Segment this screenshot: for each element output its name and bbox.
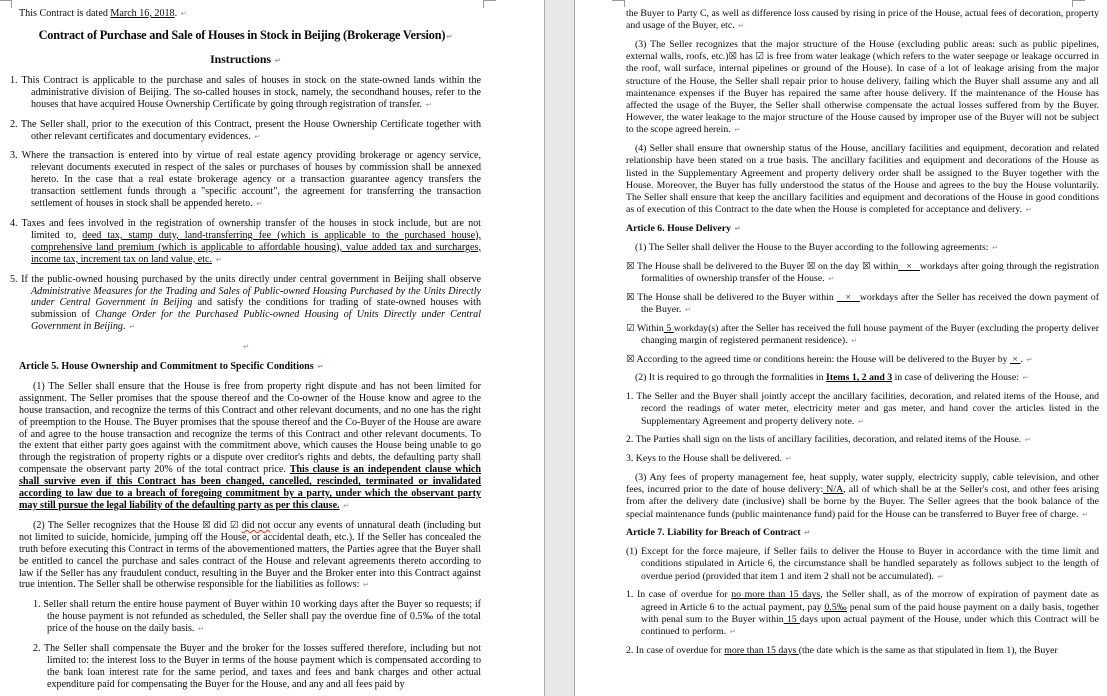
instructions-heading (10, 53, 481, 67)
document-page-left[interactable] (0, 0, 544, 696)
text-run: Instructions (210, 51, 272, 66)
overdue-item-2 (626, 645, 1099, 657)
text-run: Items 1, 2 and 3 (826, 372, 893, 384)
text-run: within (870, 260, 899, 272)
blank-field: × (1009, 353, 1021, 365)
filled-blank-field: 15 (783, 613, 800, 625)
text-run: . (174, 8, 180, 19)
filled-blank-field: 5 (663, 322, 674, 334)
text-run: , all of which shall be at the Seller's cost, and other fees arising from after the delivery date (inclusive) shall be borne by the Buyer. The Seller agrees that the book balance of the special maintenance funds (public maintenance fund) paid for the House can be transferred to Buyer free of charge. (626, 484, 1099, 520)
text-run: (3) The Seller recognizes that the major structure of the House (excluding public areas: such as public pipelines, external walls, roofs, etc.) (626, 39, 1099, 63)
margin-corner-mark (0, 0, 12, 8)
overdue-item-1 (626, 589, 1099, 638)
paragraph-mark: ↵ (317, 362, 324, 372)
text-run (212, 254, 215, 265)
text-run: (the date which is the same as that stipulated in Item 1), the Buyer (798, 644, 1058, 656)
text-run: days upon actual payment of the House, under which this Contract will be continued to perform. (641, 613, 1099, 638)
contract-date: March 16, 2018 (110, 8, 175, 19)
text-run: 4. Taxes and fees involved in the registration of ownership transfer of the houses in stock include, but are not limited to, (10, 217, 481, 241)
text-run: on the day (815, 260, 862, 272)
text-run: the Buyer to Party C, as well as difference loss caused by rising in price of the House, actual fees of decoration, property and usage of the Buyer, etc. (626, 8, 1099, 32)
text-run: Contract of Purchase and Sale of Houses in Stock in Beijing (Brokerage Version) (38, 27, 446, 42)
text-run: 3. Where the transaction is entered into by virtue of real estate agency providing brokerage or agency service, relevant documents executed in respect of the sales or purchases of houses by commission shall be annexed hereto. In the case that a real estate brokerage agency or a transaction guarantee agency transfers the transaction settlement funds through a "specific account", the agreement for transferring the transaction settlement of houses in stock shall be appended hereto. (10, 150, 481, 210)
text-run: 2. The Seller shall compensate the Buyer and the broker for the losses suffered therefore, including but not limited to: the interest loss to the Buyer in terms of the house payment which is compensated according to the bank loan interest rate for the same period, and taxes and fees and bank charges and other actual expenditure paid for compensating the Buyer for the House, and any and all fees paid by (33, 643, 481, 690)
document-page-right[interactable] (575, 0, 1107, 696)
text-run: 5. If the public-owned housing purchased by the units directly under central government in Beijing shall observe (10, 273, 481, 285)
text-run: Change Order for the Purchased Public-owned Housing of Units Directly under Central Government in Beijing (31, 309, 482, 333)
text-run: 1. This Contract is applicable to the purchase and sales of houses in stock on the state-owned lands within the administrative division of Beijing. The so-called houses in stock, namely, the secondhand houses, refer to the houses that have acquired House Ownership Certificate by going through registration of transfer. (10, 74, 481, 110)
blank-field: × (898, 260, 921, 272)
text-run: 2. In case of overdue for (626, 644, 725, 656)
article-7-heading (626, 527, 1099, 539)
text-run: Article 7. Liability for Breach of Contract (626, 527, 804, 539)
instruction-item-5 (10, 274, 481, 334)
instruction-item-2 (10, 119, 481, 143)
text-run: is free from water leakage (which refers to the water seepage or leakage occurred in the roof, wall surface, internal pipelines or ground of the House). In case of a lot of leakage arising from the major structure of the House, the Seller shall repair prior to house delivery, failing which the Buyer shall assume any and all maintenance expenses if the Buyer has repaired the same after house delivery. If the maintenance of the House has affected the usage of the Buyer, the Seller shall otherwise compensate the actual losses suffered from by the Buyer. However, the water leakage to the major structure of the House caused by improper use of the Buyer will not be subject to the scope agreed herein. (626, 51, 1099, 136)
text-run: workdays after the Seller has received the down payment of the Buyer. (641, 291, 1099, 315)
paragraph-mark: ↵ (446, 31, 453, 41)
paragraph-mark: ↵ (254, 131, 261, 141)
text-run: 3. Keys to the House shall be delivered. (626, 453, 785, 465)
page-right-text-column (626, 8, 1099, 664)
text-run: This clause is an independent clause which shall survive even if this Contract has been changed, cancelled, rescinded, terminated or invalidated according to law due to a breach of foregoing commitment by a party, under which the observant party may still pursue the legal liability of the defaulting party as per this clause. (19, 464, 481, 511)
text-run: (2) It is required to go through the formalities in (635, 372, 826, 384)
paragraph-mark: ↵ (937, 571, 944, 581)
paragraph-mark: ↵ (272, 55, 281, 65)
text-run: penal sum of the paid house payment on a daily basis, together with penal sum to the Buyer within (641, 601, 1100, 625)
liability-item-2-continuation (626, 8, 1099, 32)
text-run: Administrative Measures for the Trading and Sales of Public-owned Housing Purchased by the Units Directly under Central Government in Beijing (31, 285, 481, 309)
paragraph-mark: ↵ (425, 99, 432, 109)
article-5-para-2 (19, 520, 481, 591)
text-run (340, 500, 343, 511)
article-6-para-3 (626, 472, 1099, 521)
paragraph-mark: ↵ (1024, 435, 1031, 445)
paragraph-mark: ↵ (215, 254, 222, 264)
text-run: (3) Any fees of property management fee, heat supply, water supply, electricity supply, cable television, and other fees, incurred prior to the date of house delivery: (626, 472, 1099, 496)
text-run: and satisfy the conditions for trading of state-owned houses with submission of (31, 297, 481, 321)
paragraph-mark: ↵ (851, 335, 858, 345)
article-5-para-3 (626, 39, 1099, 137)
margin-corner-mark (1072, 0, 1085, 7)
blank-field: × (836, 291, 860, 303)
checkbox-crossed-icon: ☒ (861, 260, 871, 272)
paragraph-mark: ↵ (242, 342, 250, 352)
delivery-option-3 (626, 323, 1099, 347)
text-run: in case of delivering the House: (892, 372, 1022, 384)
text-run: has (737, 51, 756, 63)
checkbox-crossed-icon: ☒ (626, 260, 635, 272)
paragraph-mark: ↵ (343, 501, 350, 510)
paragraph-mark: ↵ (180, 9, 187, 18)
text-run: (1) The Seller shall deliver the House to the Buyer according to the following agreements: (635, 241, 991, 253)
text-run: (2) The Seller recognizes that the House (33, 519, 203, 531)
delivery-option-2 (626, 292, 1099, 316)
liability-item-2 (33, 643, 481, 691)
text-run: deed tax, stamp duty, land-transferring fee (which is applicable to the purchased house), comprehensive land premium (which is applicable to affordable housing), value added tax and surcharges, income tax, increment tax on land value, etc. (31, 229, 481, 265)
article-5-para-4 (626, 143, 1099, 216)
paragraph-mark: ↵ (1022, 373, 1029, 383)
text-run: workdays after going through the registration formalities of ownership transfer of the House. (641, 260, 1099, 284)
text-run: 1. The Seller and the Buyer shall jointly accept the ancillary facilities, decoration, and related items of the House, and record the readings of water meter, electricity meter and gas meter, and hand cover the articles listed in the Supplementary Agreement and property delivery note. (626, 391, 1099, 427)
text-run: The House shall be delivered to the Buyer (634, 260, 807, 272)
text-run: occur any events of unnatural death (including but not limited to suicide, homicide, jumping off the House, or accidental death, etc.). If the Seller has concealed the truth before executing this Contract in terms of the abovementioned matters, the Parties agree that the Buyer shall be entitled to cancel the purchase and sales contract of the House and relevant agreements thereto according to law if the Seller has any fraudulent conduct, resulting in the Buyer and the Broker enter into this Contract against true intention. The Seller shall be otherwise responsible for the liabilities as follows: (19, 519, 482, 591)
paragraph-mark: ↵ (362, 580, 370, 590)
article-6-para-1 (626, 242, 1099, 254)
article-5-para-1 (19, 381, 481, 512)
text-run: 0.5‰ (824, 601, 847, 613)
text-run: more than 15 days (724, 644, 799, 656)
checkbox-checked-icon: ☑ (626, 322, 635, 334)
article-6-para-2 (626, 372, 1099, 384)
text-run: (1) The Seller shall ensure that the House is free from property right dispute and has not been limited for assignment. The Seller promises that the spouse thereof and the Co-owner of the House know and agree to the house transaction, and recognize the terms of this Contract and other relevant documents, and no one has the right of preemption to the House. The Buyer promises that the spouse thereof and the Co-Buyer of the House are aware of and agree to the house transaction and recognize the terms of this Contract and other relevant documents. To the extent that either party goes against with the commitment above, which causes the House being unable to go through the registration of property rights or a dispute over creditor's rights and debts, the defaulting party shall compensate the observant party 20% of the total contract price. (19, 380, 481, 476)
text-run: According to the agreed time or conditions herein: the House will be delivered to the Buyer by (634, 353, 1010, 365)
checkbox-crossed-icon: ☒ (202, 519, 211, 531)
delivery-option-4 (626, 354, 1099, 366)
paragraph-mark: ↵ (804, 528, 811, 538)
text-run: no more than 15 days (731, 589, 821, 601)
article-5-heading (19, 361, 481, 373)
text-run: workday(s) after the Seller has received the full house payment of the Buyer (excluding the property deliver changing margin of registered permanent residence). (641, 322, 1100, 346)
text-run: did (210, 519, 230, 531)
instruction-item-4 (10, 218, 481, 266)
paragraph-mark: ↵ (1025, 205, 1032, 215)
checkbox-crossed-icon: ☒ (626, 291, 635, 303)
checkbox-checked-icon: ☑ (755, 51, 765, 63)
paragraph-mark: ↵ (785, 454, 792, 464)
margin-corner-mark (612, 0, 625, 7)
instruction-item-1 (10, 75, 481, 111)
paragraph-mark: ↵ (738, 21, 745, 31)
checkbox-crossed-icon: ☒ (806, 260, 816, 272)
text-run: Within (634, 322, 664, 334)
paragraph-mark: ↵ (734, 224, 741, 234)
delivery-formality-item-1 (626, 391, 1099, 428)
article-7-para-1 (626, 546, 1099, 583)
paragraph-mark: ↵ (734, 125, 741, 135)
page-left-text-column (10, 8, 481, 696)
checkbox-crossed-icon: ☒ (728, 51, 738, 63)
delivery-option-1 (626, 261, 1099, 285)
text-run: . (122, 321, 128, 333)
text-run: 1. Seller shall return the entire house payment of Buyer within 10 working days after the Buyer so requests; if the house payment is not refunded as scheduled, the Seller shall pay the overdue fine of 0.5‰ of the total price of the house on the daily basis. (33, 599, 481, 635)
text-run: . (1020, 353, 1026, 365)
empty-paragraph (10, 341, 481, 353)
page-gap (544, 0, 575, 696)
text-run: 2. The Parties shall sign on the lists of ancillary facilities, decoration, and related items of the House. (626, 434, 1024, 446)
checkbox-crossed-icon: ☒ (626, 353, 635, 365)
text-run: Article 5. House Ownership and Commitment to Specific Conditions (19, 361, 317, 373)
delivery-formality-item-2 (626, 434, 1099, 446)
checkbox-checked-icon: ☑ (229, 519, 239, 531)
text-run: (4) Seller shall ensure that ownership status of the House, ancillary facilities and equipment, decoration and related relationship have been stated on a true basis. The ancillary facilities and equipment and decorations of the House as listed in the Supplementary Agreement and property delivery order shall be assigned to the Buyer together with the House. Moreover, the Buyer has fully understood the status of the House and agrees to the buy the House voluntarily. The Seller shall ensure that keep the ancillary facilities and equipment and decorations of the House in good conditions as of execution of this Contract to the date when the House is completed for acceptance and delivery. (626, 143, 1099, 216)
text-run: 1. In case of overdue for (626, 589, 732, 601)
paragraph-mark: ↵ (729, 627, 736, 637)
paragraph-mark: ↵ (684, 304, 692, 314)
liability-item-1 (33, 599, 481, 635)
margin-corner-mark (483, 0, 496, 8)
text-run: (1) Except for the force majeure, if Seller fails to deliver the House to Buyer in accordance with the time limit and conditions stipulated in Article 6, the circumstance shall be handled separately as follows subject to the length of overdue period (provided that item 1 and item 2 shall not be accumulated). (626, 546, 1099, 582)
document-title (10, 28, 481, 44)
paragraph-mark: ↵ (991, 242, 999, 252)
paragraph-mark: ↵ (129, 322, 136, 332)
paragraph-mark: ↵ (256, 199, 263, 209)
filled-blank-field: N/A (823, 484, 844, 496)
paragraph-mark: ↵ (857, 416, 865, 426)
instruction-item-3 (10, 150, 481, 210)
text-run: This Contract is dated (19, 8, 111, 19)
paragraph-mark: ↵ (1081, 509, 1089, 519)
article-6-heading (626, 223, 1099, 235)
misspelled-text: did not (241, 519, 271, 531)
text-run: 2. The Seller shall, prior to the execution of this Contract, present the House Ownership Certificate together with other relevant certificates and documentary evidences. (10, 118, 481, 142)
text-run: The House shall be delivered to the Buyer within (634, 291, 837, 303)
paragraph-mark: ↵ (197, 624, 205, 634)
delivery-formality-item-3 (626, 453, 1099, 465)
text-run: , the Seller shall, as of the morrow of expiration of payment date as agreed in Article 6 to the actual payment, pay (641, 589, 1099, 613)
paragraph-mark: ↵ (1026, 354, 1033, 364)
text-run: Article 6. House Delivery (626, 223, 734, 235)
contract-date-line (19, 8, 481, 20)
paragraph-mark: ↵ (828, 273, 835, 283)
